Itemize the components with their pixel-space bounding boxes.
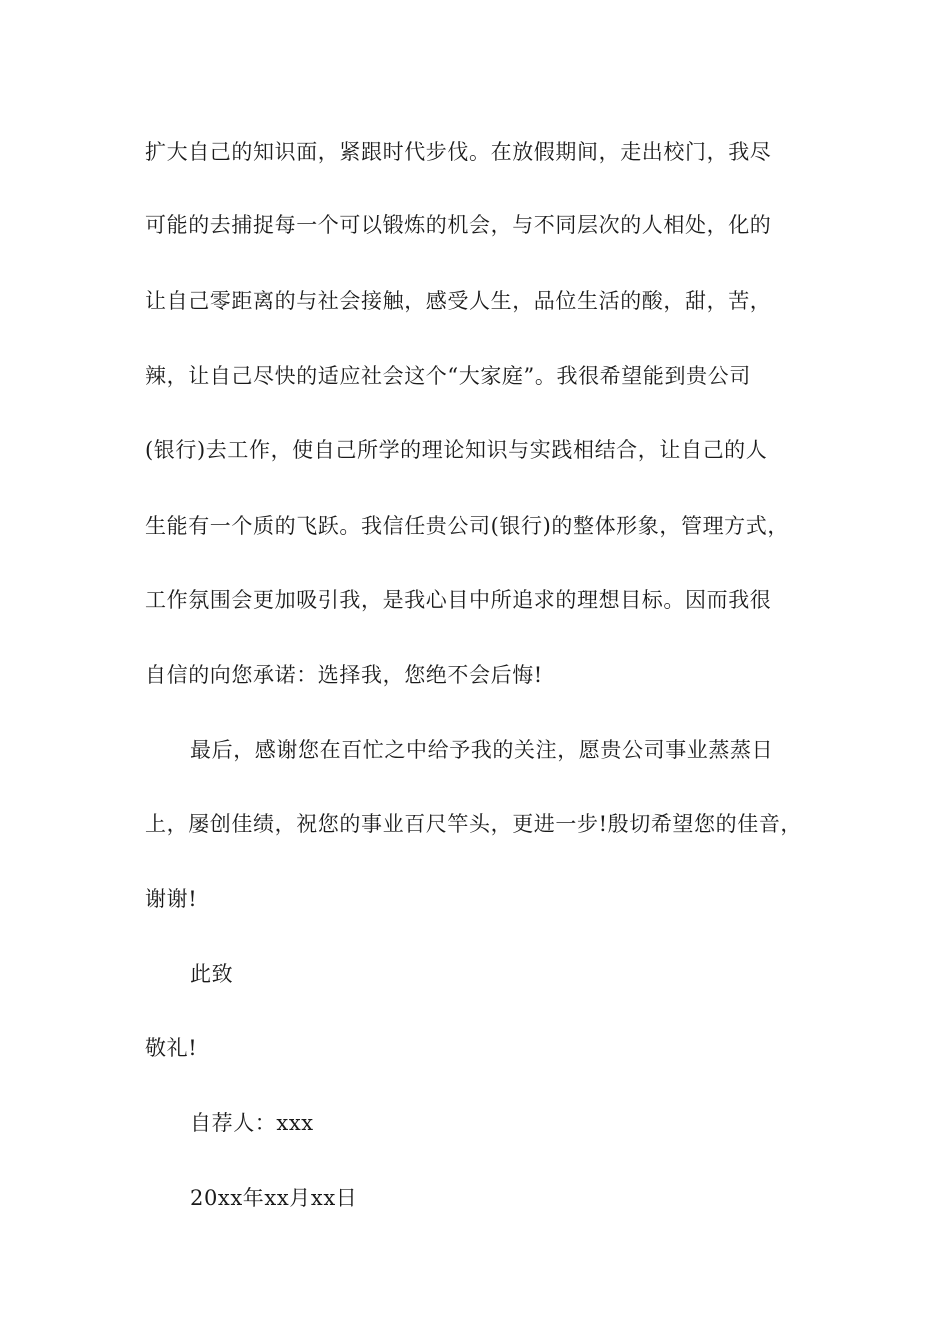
date: 20xx年xx月xx日 — [190, 1186, 358, 1210]
text-line: 上，屡创佳绩，祝您的事业百尺竿头，更进一步!殷切希望您的佳音， — [145, 812, 803, 836]
closing-respect: 敬礼! — [145, 1036, 198, 1060]
text-line: 扩大自己的知识面，紧跟时代步伐。在放假期间，走出校门，我尽 — [145, 140, 772, 164]
text-line: 可能的去捕捉每一个可以锻炼的机会，与不同层次的人相处，化的 — [145, 213, 772, 237]
text-line: 最后，感谢您在百忙之中给予我的关注，愿贵公司事业蒸蒸日 — [190, 738, 774, 762]
text-line: 辣，让自己尽快的适应社会这个“大家庭”。我很希望能到贵公司 — [145, 364, 751, 388]
signature: 自荐人：xxx — [190, 1111, 314, 1135]
text-line: 工作氛围会更加吸引我，是我心目中所追求的理想目标。因而我很 — [145, 588, 772, 612]
text-line: 生能有一个质的飞跃。我信任贵公司(银行)的整体形象，管理方式， — [145, 514, 789, 538]
text-line: 谢谢! — [145, 887, 198, 911]
text-line: 自信的向您承诺：选择我，您绝不会后悔! — [145, 663, 543, 687]
text-line: (银行)去工作，使自己所学的理论知识与实践相结合，让自己的人 — [145, 438, 768, 462]
text-line: 让自己零距离的与社会接触，感受人生，品位生活的酸，甜，苦， — [145, 289, 772, 313]
closing-salutation: 此致 — [190, 962, 234, 986]
